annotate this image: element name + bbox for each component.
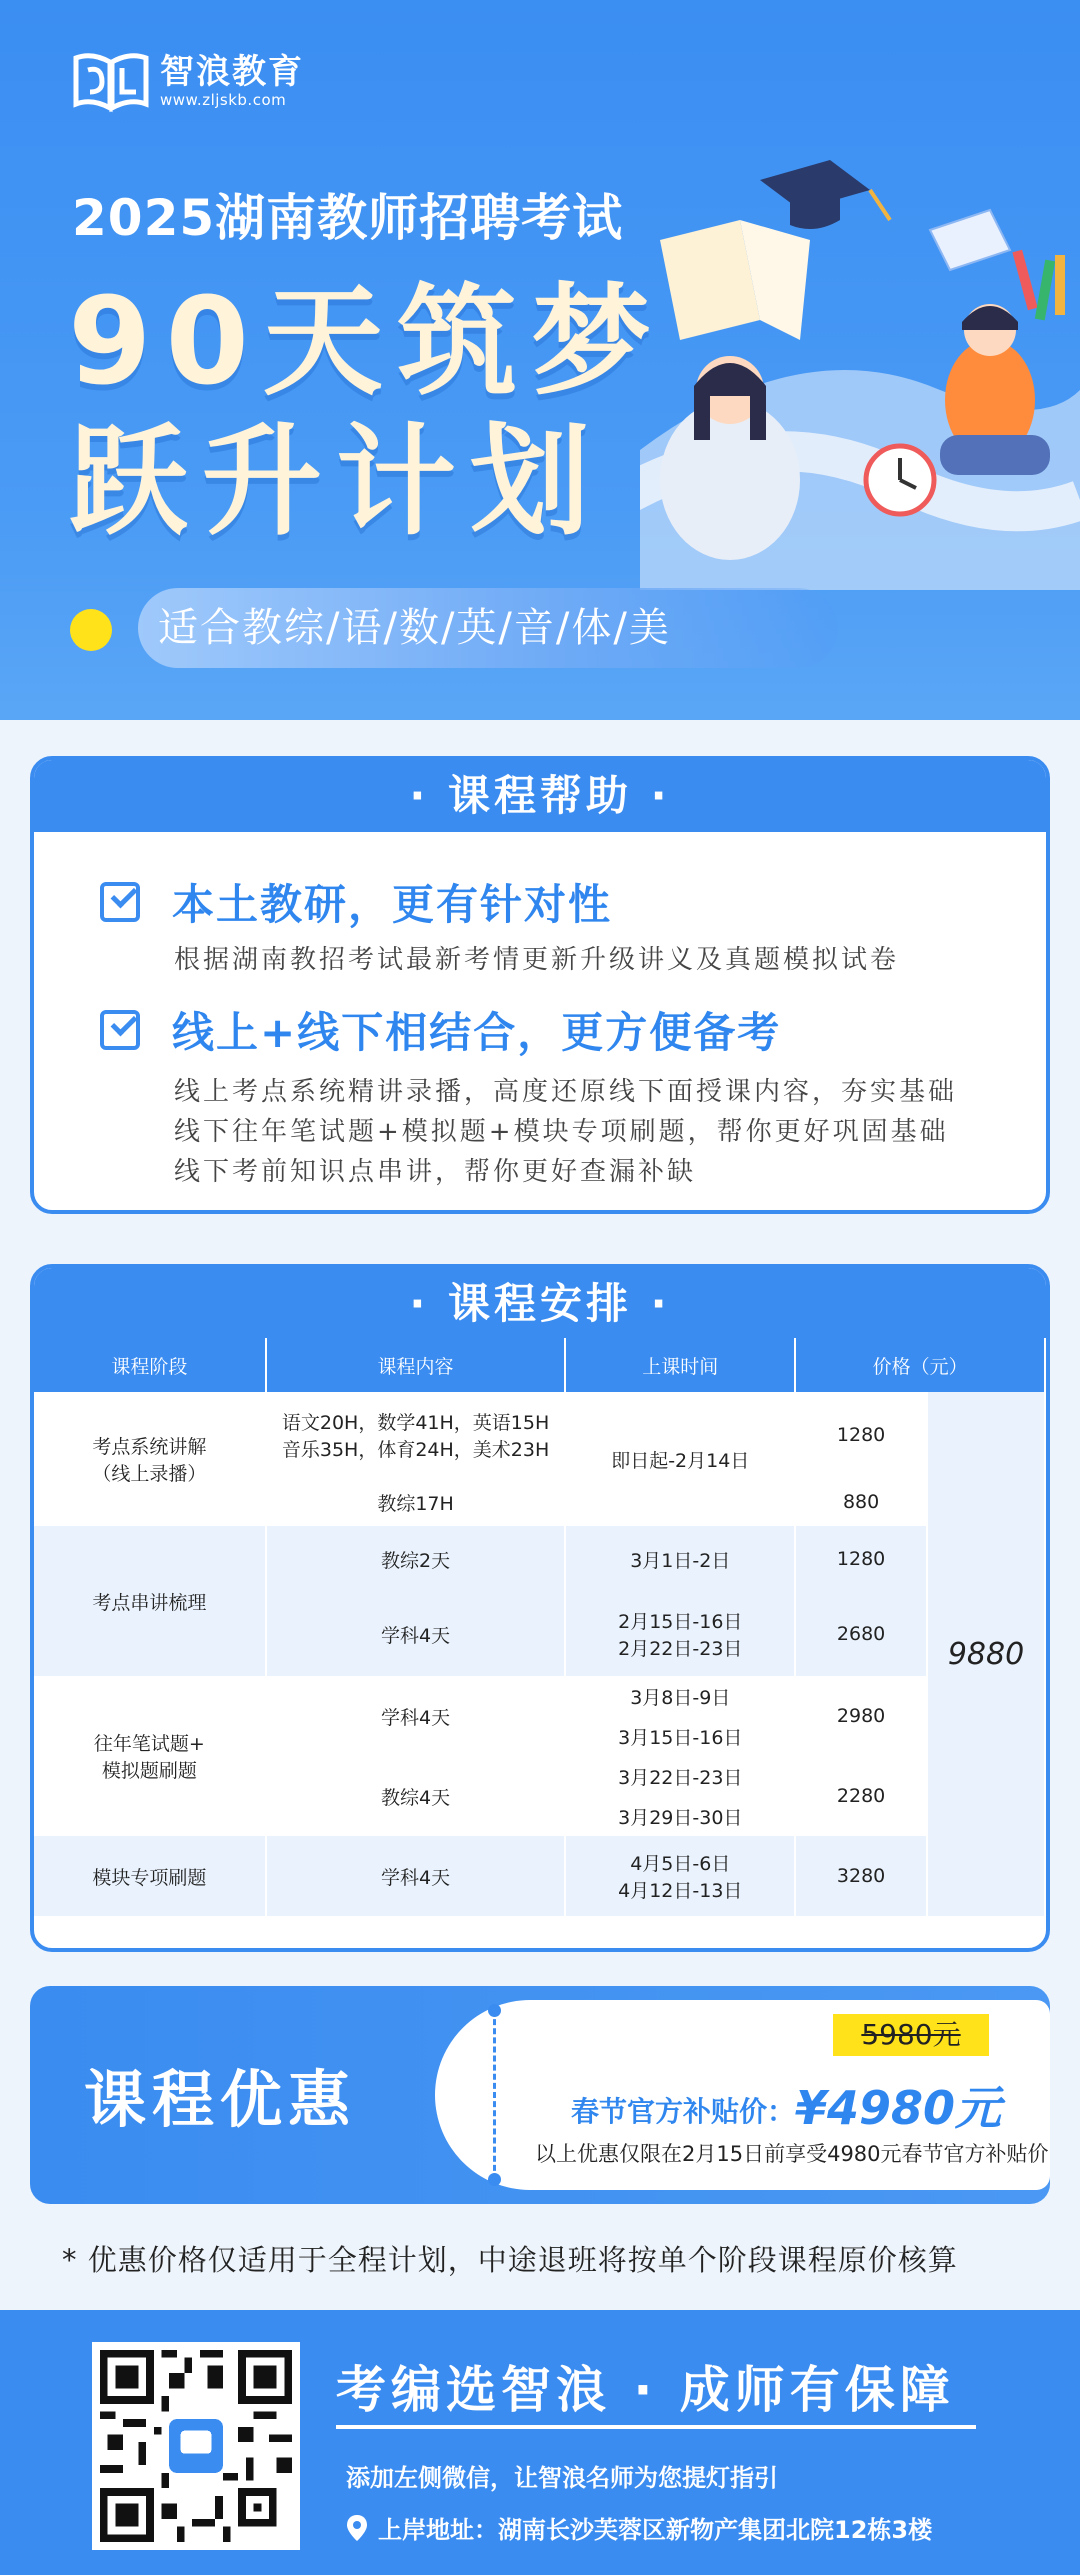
help-item-1-title: 本土教研，更有针对性 (172, 880, 613, 929)
footer (0, 2310, 1080, 2575)
checkbox-icon (100, 882, 140, 922)
checkbox-icon (100, 1010, 140, 1050)
table-row (34, 1392, 1045, 1478)
help-item-2-title: 线上+线下相结合，更方便备考 (172, 1008, 782, 1057)
stage-content: 语文20H，数学41H，英语15H 音乐35H，体育24H，美术23H (266, 1392, 566, 1478)
table-row (34, 1526, 1045, 1592)
promo-note: 以上优惠仅限在2月15日前享受4980元春节官方补贴价 (535, 2142, 1049, 2166)
stage-name: 考点系统讲解 （线上录播） (34, 1392, 266, 1526)
address-text: 上岸地址：湖南长沙芙蓉区新物产集团北院12栋3楼 (378, 2516, 933, 2544)
stage-time: 即日起-2月14日 (565, 1392, 795, 1526)
discount-price: ¥4980元 (795, 2081, 1002, 2135)
table-row (34, 1676, 1045, 1716)
girl-reading-figure (940, 304, 1050, 475)
hero-banner (0, 0, 1080, 720)
stage-price: 3280 (795, 1836, 927, 1916)
table-row (34, 1836, 1045, 1916)
hero-subtitle: 2025湖南教师招聘考试 (72, 189, 624, 247)
course-schedule-card (30, 1264, 1050, 1952)
stage-price: 2980 (795, 1676, 927, 1756)
course-help-heading: · 课程帮助 · (34, 760, 1046, 832)
clock-icon (866, 446, 934, 514)
promo-banner (30, 1986, 1050, 2204)
address-row (346, 2510, 932, 2545)
help-item-2-desc-3: 线下考前知识点串讲，帮你更好查漏补缺 (174, 1157, 697, 1187)
header-content: 课程内容 (266, 1338, 566, 1392)
wechat-hint: 添加左侧微信，让智浪名师为您提灯指引 (346, 2464, 778, 2492)
stage-time: 2月15日-16日 2月22日-23日 (565, 1592, 795, 1676)
location-pin-icon (346, 2514, 368, 2542)
subjects-pill: 适合教综/语/数/英/音/体/美 (138, 588, 838, 668)
qr-code-icon (100, 2350, 292, 2542)
notebook-icon (930, 210, 1010, 270)
stage-time: 3月22日-23日 (565, 1756, 795, 1796)
open-book-icon (660, 220, 810, 340)
pencils-icon (1012, 250, 1065, 321)
total-price: 9880 (927, 1392, 1045, 1916)
help-item-2-desc-2: 线下往年笔试题+模拟题+模块专项刷题，帮你更好巩固基础 (174, 1117, 949, 1147)
stage-name: 考点串讲梳理 (34, 1526, 266, 1676)
stage-content: 学科4天 (266, 1676, 566, 1756)
stage-time: 3月29日-30日 (565, 1796, 795, 1836)
schedule-table (34, 1338, 1046, 1916)
help-item-1-desc: 根据湖南教招考试最新考情更新升级讲义及真题模拟试卷 (174, 945, 900, 975)
brand-url: www.zljskb.com (160, 91, 287, 109)
header-stage: 课程阶段 (34, 1338, 266, 1392)
hero-title-line2: 跃升计划 (68, 413, 604, 552)
table-header-row (34, 1338, 1045, 1392)
help-item-2-desc-1: 线上考点系统精讲录播，高度还原线下面授课内容，夯实基础 (174, 1077, 958, 1107)
stage-price: 1280 (795, 1392, 927, 1478)
course-schedule-heading: · 课程安排 · (34, 1268, 1046, 1340)
stage-content: 教综2天 (266, 1526, 566, 1592)
stage-content: 教综17H (266, 1478, 566, 1526)
stage-time: 3月1日-2日 (565, 1526, 795, 1592)
book-logo-icon (72, 48, 150, 114)
stage-content: 学科4天 (266, 1592, 566, 1676)
header-time: 上课时间 (565, 1338, 795, 1392)
header-price: 价格（元） (795, 1338, 1045, 1392)
graduation-cap-icon (760, 160, 890, 229)
stage-content: 学科4天 (266, 1836, 566, 1916)
wechat-qr-code[interactable] (92, 2342, 300, 2550)
stage-price: 880 (795, 1478, 927, 1526)
stage-price: 1280 (795, 1526, 927, 1592)
brand-name: 智浪教育 (160, 52, 304, 92)
subsidy-label: 春节官方补贴价： (571, 2095, 796, 2128)
promo-title: 课程优惠 (84, 2063, 357, 2136)
stage-name: 模块专项刷题 (34, 1836, 266, 1916)
stage-time: 3月15日-16日 (565, 1716, 795, 1756)
stage-name: 往年笔试题+ 模拟题刷题 (34, 1676, 266, 1836)
course-help-card (30, 756, 1050, 1214)
stage-time: 4月5日-6日 4月12日-13日 (565, 1836, 795, 1916)
promo-ticket (435, 2000, 1050, 2190)
original-price: 5980元 (833, 2014, 989, 2056)
stage-price: 2680 (795, 1592, 927, 1676)
footer-slogan: 考编选智浪 · 成师有保障 (336, 2361, 955, 2419)
ticket-divider (493, 2010, 496, 2180)
slogan-underline (336, 2425, 976, 2429)
stage-content: 教综4天 (266, 1756, 566, 1836)
price-footnote: * 优惠价格仅适用于全程计划，中途退班将按单个阶段课程原价核算 (62, 2243, 958, 2277)
students-illustration (640, 150, 1080, 590)
hero-title-line1: 90天筑梦 (68, 273, 665, 412)
bullet-dot (70, 609, 112, 651)
stage-time: 3月8日-9日 (565, 1676, 795, 1716)
stage-price: 2280 (795, 1756, 927, 1836)
brand-logo (72, 48, 304, 114)
